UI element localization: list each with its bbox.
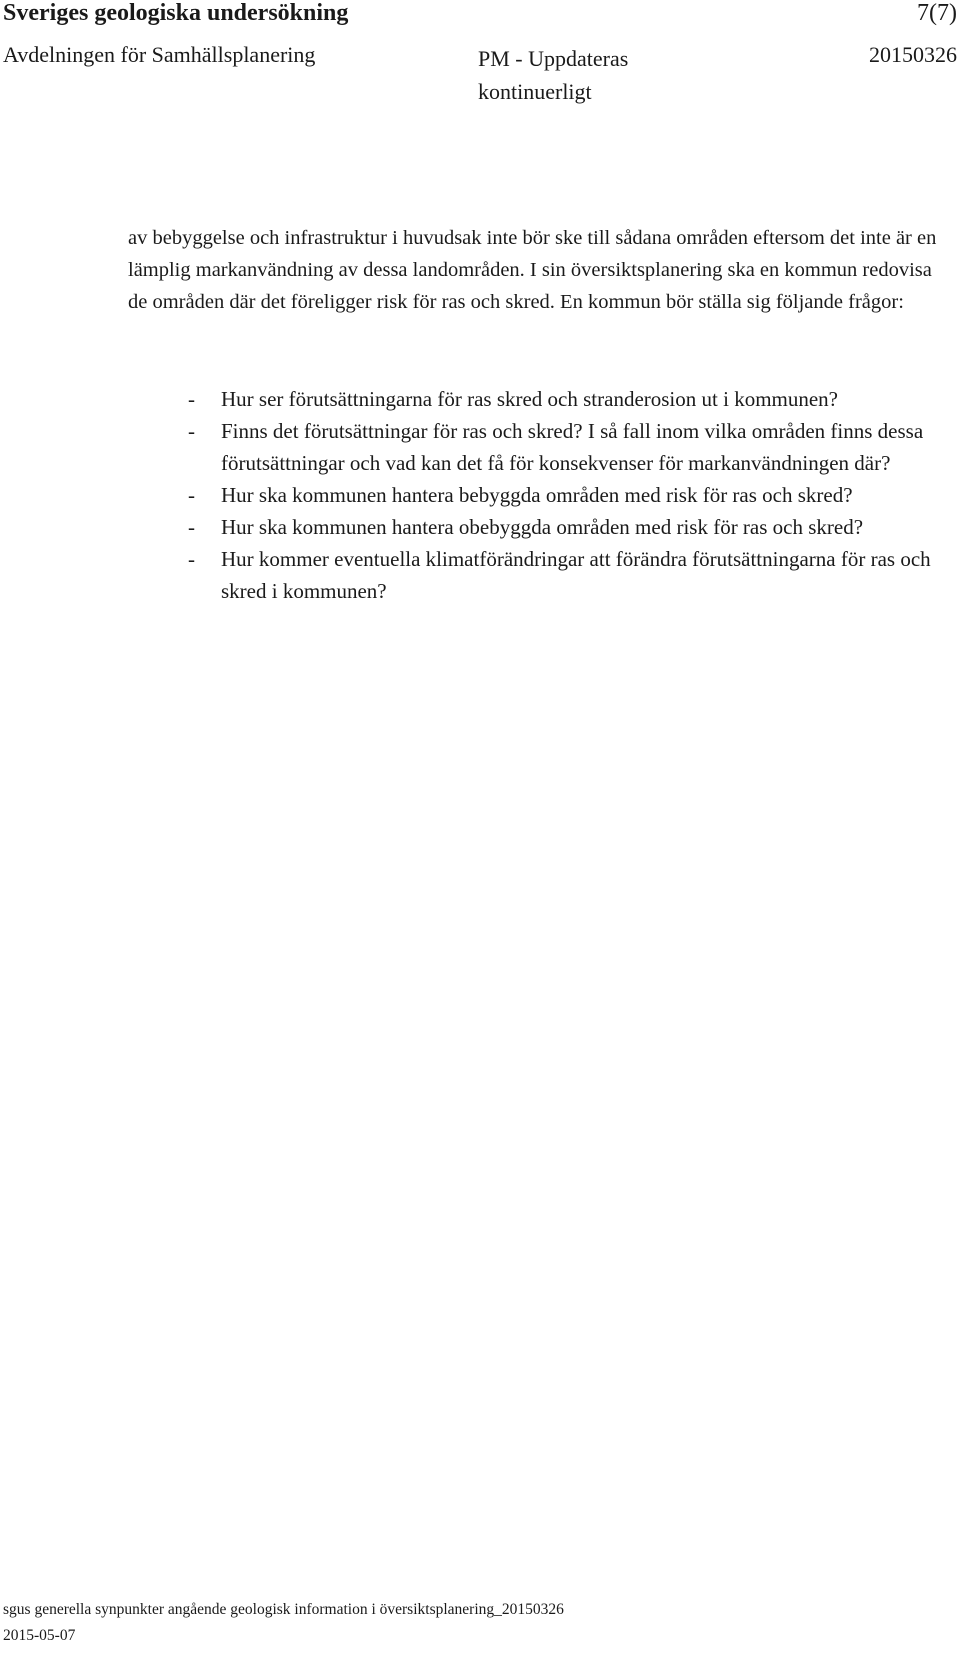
bullet-dash: - <box>188 387 195 411</box>
page-header <box>0 0 960 110</box>
list-item <box>188 383 948 415</box>
bullet-dash: - <box>188 419 195 443</box>
bullet-dash: - <box>188 515 195 539</box>
question-text: Hur ser förutsättningarna för ras skred och stranderosion ut i kommunen? <box>221 387 838 411</box>
question-text: Finns det förutsättningar för ras och skred? I så fall inom vilka områden finns dessa förutsättningar och vad kan det få för konsekvenser för markanvändningen där? <box>221 419 924 475</box>
memo-date: 20150326 <box>869 42 957 67</box>
question-text: Hur ska kommunen hantera bebyggda områden med risk för ras och skred? <box>221 483 853 507</box>
list-item <box>188 511 948 543</box>
bullet-dash: - <box>188 483 195 507</box>
question-text: Hur kommer eventuella klimatförändringar att förändra förutsättningarna för ras och skred i kommunen? <box>221 547 931 603</box>
department-name: Avdelningen för Samhällsplanering <box>3 42 316 67</box>
list-item <box>188 543 948 607</box>
body-paragraph: av bebyggelse och infrastruktur i huvudsak inte bör ske till sådana områden eftersom det inte är en lämplig markanvändning av dessa landområden. I sin översiktsplanering ska en kommun redovisa de områden där det föreligger risk för ras och skred. En kommun bör ställa sig följande frågor: <box>128 227 937 313</box>
memo-title: PM - Uppdateras kontinuerligt <box>478 46 629 104</box>
footer-filename: sgus generella synpunkter angående geologisk information i översiktsplanering_20150326 <box>3 1601 564 1618</box>
bullet-dash: - <box>188 547 195 571</box>
question-list <box>188 383 948 607</box>
list-item <box>188 479 948 511</box>
page-footer <box>3 1597 564 1649</box>
footer-date: 2015-05-07 <box>3 1627 76 1644</box>
question-text: Hur ska kommunen hantera obebyggda områden med risk för ras och skred? <box>221 515 864 539</box>
list-item <box>188 415 948 479</box>
organization-name: Sveriges geologiska undersökning <box>3 0 349 26</box>
page-number: 7(7) <box>917 0 957 26</box>
